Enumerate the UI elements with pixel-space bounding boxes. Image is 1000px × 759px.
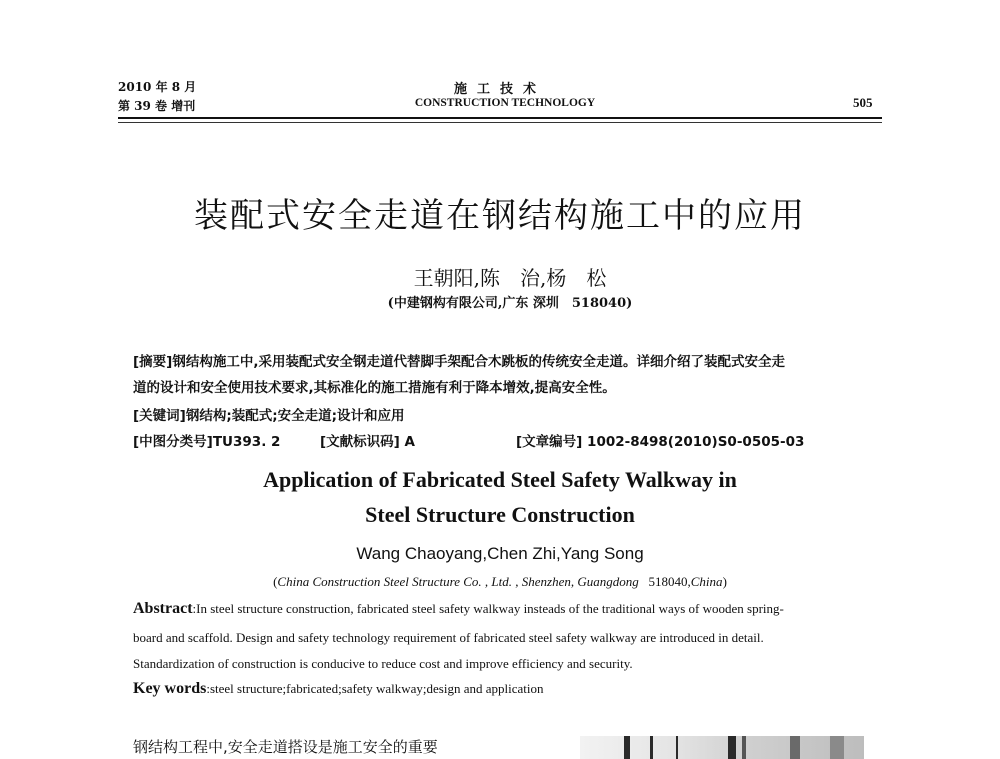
authors-cn: 王朝阳,陈 治,杨 松 bbox=[413, 266, 607, 290]
abstract-cn bbox=[133, 350, 785, 370]
keywords-cn-label: [关键词] bbox=[133, 408, 186, 424]
clc-label: [中图分类号] bbox=[133, 434, 213, 450]
abstract-en-label: Abstract bbox=[133, 600, 193, 617]
issue-date: 2010 年 8 月 bbox=[118, 80, 197, 94]
photo-dark-band bbox=[830, 736, 844, 759]
doc-code-label: [文献标识码] bbox=[320, 434, 400, 450]
affiliation-en bbox=[0, 574, 1000, 590]
photo-dark-band bbox=[790, 736, 800, 759]
paper-title-cn: 装配式安全走道在钢结构施工中的应用 bbox=[194, 196, 806, 236]
article-number bbox=[516, 430, 804, 450]
keywords-en bbox=[133, 680, 544, 698]
page-number: 505 bbox=[853, 95, 873, 110]
header-rule-thick bbox=[118, 117, 882, 119]
affiliation-en-open: ( bbox=[273, 574, 278, 589]
photo-dark-band bbox=[650, 736, 653, 759]
photo-dark-band bbox=[742, 736, 746, 759]
doc-code-value: A bbox=[404, 434, 415, 450]
photo-dark-band bbox=[676, 736, 678, 759]
journal-name-cn: 施工技术 bbox=[453, 82, 546, 97]
keywords-en-colon: : bbox=[206, 681, 210, 696]
volume-info: 第 39 卷 增刊 bbox=[118, 99, 196, 113]
paper-title-en-line2: Steel Structure Construction bbox=[365, 502, 635, 527]
document-code bbox=[320, 430, 415, 450]
affiliation-en-zip: 518040, bbox=[648, 574, 691, 589]
keywords-cn-text: 钢结构;装配式;安全走道;设计和应用 bbox=[185, 408, 405, 424]
photo-dark-band bbox=[624, 736, 630, 759]
paper-title-en-line1: Application of Fabricated Steel Safety Walkway in bbox=[263, 467, 737, 492]
abstract-cn-label: [摘要] bbox=[133, 354, 173, 370]
figure-photo-fragment bbox=[580, 736, 864, 759]
clc-number bbox=[133, 430, 280, 450]
abstract-cn-line1: 钢结构施工中,采用装配式安全钢走道代替脚手架配合木跳板的传统安全走道。详细介绍了装配式安全走 bbox=[172, 354, 785, 370]
header-rule-thin bbox=[118, 122, 882, 123]
abstract-en-line3: Standardization of construction is conducive to reduce cost and improve efficiency and security. bbox=[133, 656, 633, 671]
authors-en: Wang Chaoyang,Chen Zhi,Yang Song bbox=[356, 544, 644, 563]
affiliation-cn: (中建钢构有限公司,广东 深圳 518040) bbox=[387, 296, 633, 311]
clc-value: TU393. 2 bbox=[212, 434, 281, 450]
affiliation-en-close: ) bbox=[722, 574, 727, 589]
abstract-en-line2: board and scaffold. Design and safety technology requirement of fabricated steel safety walkway are introduced in detail. bbox=[133, 630, 764, 645]
abstract-cn-line2: 道的设计和安全使用技术要求,其标准化的施工措施有利于降本增效,提高安全性。 bbox=[133, 380, 616, 396]
affiliation-en-org: China Construction Steel Structure Co. , Ltd. , Shenzhen, Guangdong bbox=[277, 574, 639, 589]
body-text-start: 钢结构工程中,安全走道搭设是施工安全的重要 bbox=[133, 738, 438, 756]
keywords-en-label: Key words bbox=[133, 680, 207, 697]
journal-name-en: CONSTRUCTION TECHNOLOGY bbox=[414, 97, 596, 109]
abstract-en bbox=[133, 600, 784, 618]
article-number-label: [文章编号] bbox=[516, 434, 583, 450]
keywords-cn bbox=[133, 404, 405, 424]
abstract-en-colon: : bbox=[192, 601, 197, 616]
photo-dark-band bbox=[728, 736, 736, 759]
article-number-value: 1002-8498(2010)S0-0505-03 bbox=[587, 434, 805, 450]
abstract-en-line1: In steel structure construction, fabricated steel safety walkway insteads of the traditional ways of wooden spring- bbox=[196, 601, 784, 616]
affiliation-en-country: China bbox=[690, 574, 723, 589]
keywords-en-text: steel structure;fabricated;safety walkway;design and application bbox=[209, 681, 544, 696]
